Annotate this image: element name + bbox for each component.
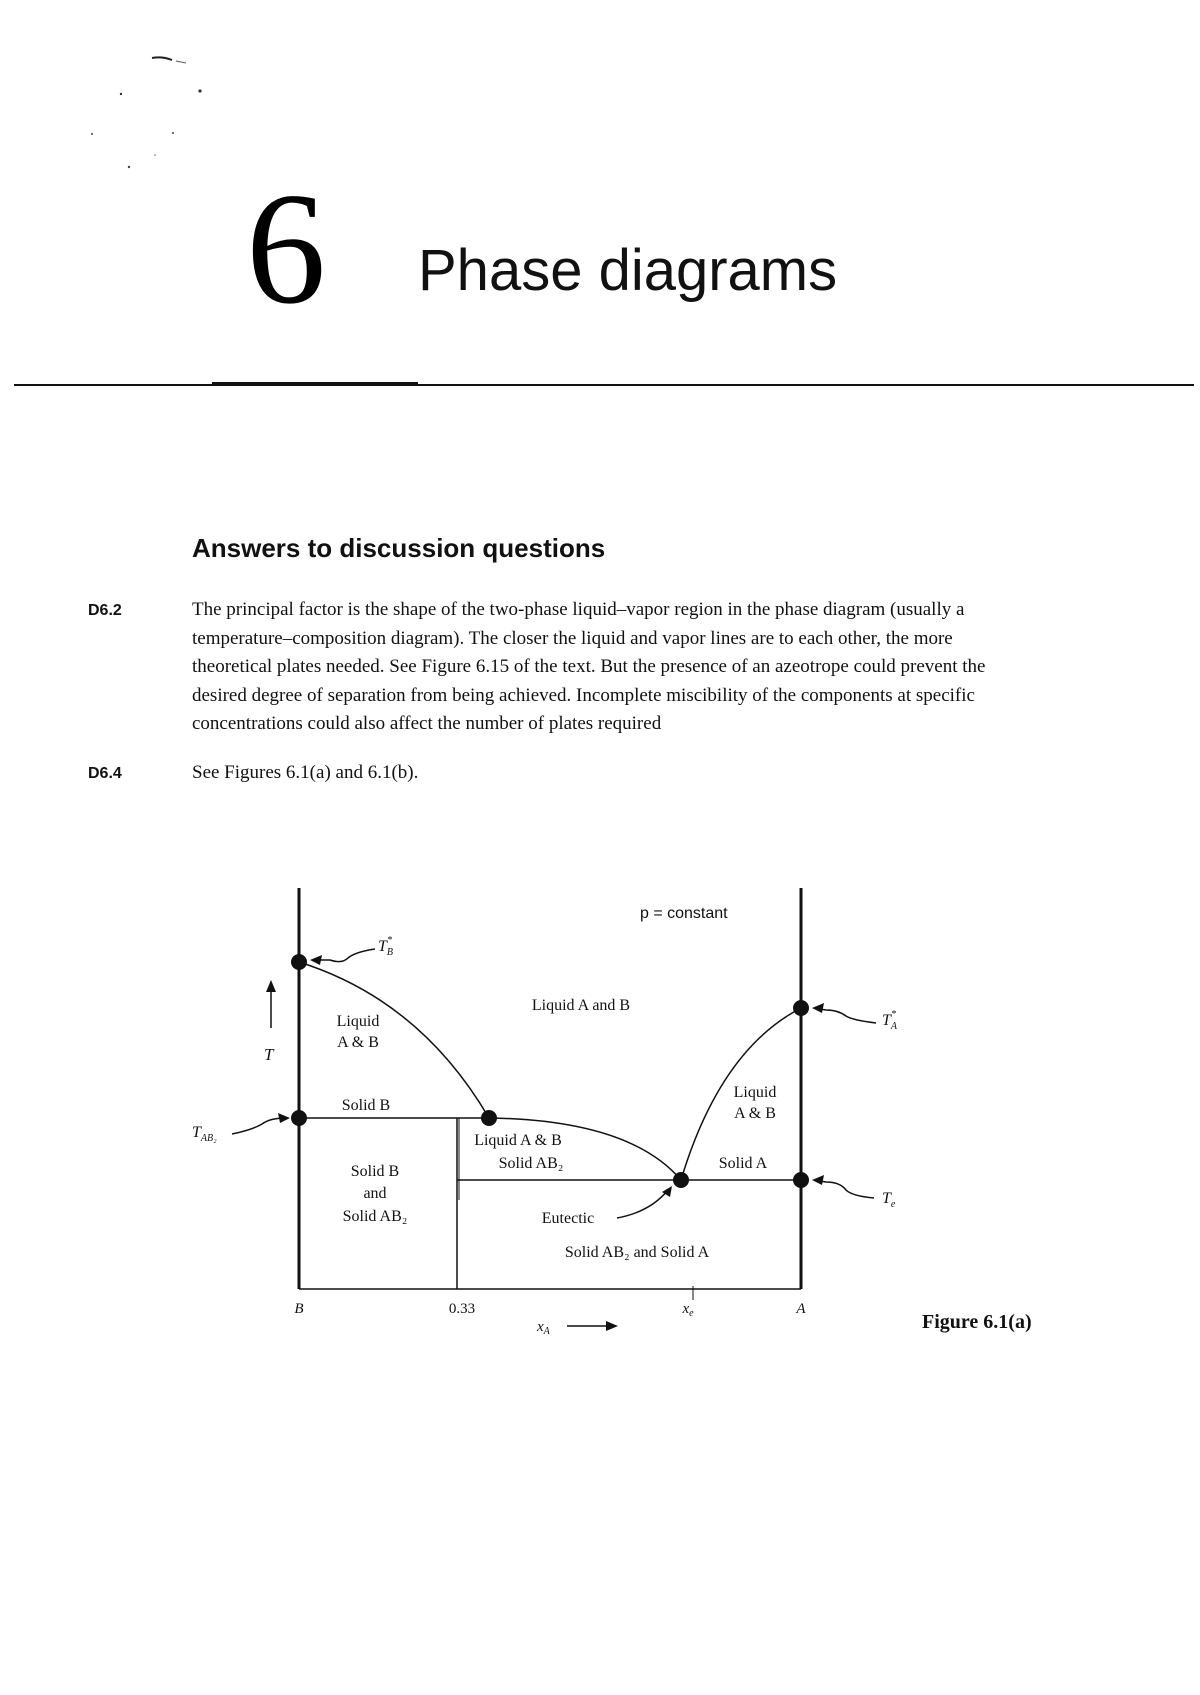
label-te: $T_e$ [882, 1190, 896, 1210]
label-eutectic: Eutectic [541, 1210, 595, 1227]
figure-caption: Figure 6.1(a) [922, 1311, 1032, 1333]
arrow-tab2 [232, 1118, 286, 1134]
point-ab2-melting [481, 1110, 497, 1126]
x-axis-arrowhead [606, 1321, 618, 1331]
tick-label-033: 0.33 [448, 1301, 476, 1317]
arrowhead-ta [812, 1003, 824, 1013]
answer-line: desired degree of separation from being achieved. Incomplete miscibility of the components at specific [192, 684, 975, 706]
point-eutectic [673, 1172, 689, 1188]
point-tb [291, 954, 307, 970]
x-axis-symbol: $x_A$ [537, 1319, 550, 1337]
question-id: D6.2 [88, 602, 122, 619]
tick-label-xe: $x_e$ [682, 1301, 694, 1319]
arrow-eutectic [617, 1190, 668, 1218]
point-tab2 [291, 1110, 307, 1126]
arrowhead-te [812, 1175, 824, 1185]
section-heading: Answers to discussion questions [192, 533, 606, 563]
region-solid-ab2-and-a: Solid AB₂ and Solid A [564, 1244, 710, 1261]
question-id: D6.4 [88, 765, 122, 782]
arrow-ta [814, 1008, 876, 1023]
answer-line: The principal factor is the shape of the two-phase liquid–vapor region in the phase diagram (usually a [192, 599, 965, 620]
region-liquid-ab-left: Liquid [336, 1013, 380, 1030]
label-tb: $T_B*$ [378, 935, 394, 958]
answer-line: See Figures 6.1(a) and 6.1(b). [192, 762, 419, 783]
label-ta: $T_A*$ [882, 1009, 898, 1032]
t-axis-arrowhead [266, 980, 276, 992]
region-solid-b-ab2: and [363, 1185, 387, 1202]
tick-label-b: B [294, 1301, 304, 1317]
region-liquid-ab-right: Liquid [733, 1084, 777, 1101]
answer-line: temperature–composition diagram). The closer the liquid and vapor lines are to each other, the more [192, 627, 953, 649]
liquidus-b [299, 962, 489, 1118]
y-axis-symbol: T [264, 1045, 274, 1064]
region-liquid-ab-mid: Liquid A & B [474, 1132, 562, 1149]
answer-line: theoretical plates needed. See Figure 6.15 of the text. But the presence of an azeotrope could prevent the [192, 656, 986, 677]
region-solid-ab2-mid: Solid AB₂ [498, 1155, 564, 1172]
region-solid-b: Solid B [341, 1097, 391, 1114]
point-te [793, 1172, 809, 1188]
chapter-number: 6 [246, 159, 326, 337]
chapter-title: Phase diagrams [418, 238, 838, 303]
region-solid-a: Solid A [718, 1155, 768, 1172]
region-liquid-ab-right: A & B [734, 1105, 776, 1122]
point-ta [793, 1000, 809, 1016]
tick-label-a: A [796, 1301, 806, 1317]
label-tab2: $T_{AB_2}$ [192, 1124, 217, 1144]
region-liquid-a-and-b: Liquid A and B [531, 997, 631, 1014]
region-solid-b-ab2: Solid B [350, 1163, 400, 1180]
arrowhead-tb [310, 955, 322, 965]
pressure-condition: p = constant [640, 905, 728, 922]
arrowhead-tab2 [278, 1113, 290, 1123]
region-solid-b-ab2: Solid AB₂ [342, 1208, 408, 1225]
region-liquid-ab-left: A & B [337, 1034, 379, 1051]
arrow-te [814, 1180, 874, 1198]
answer-line: concentrations could also affect the number of plates required [192, 713, 662, 734]
